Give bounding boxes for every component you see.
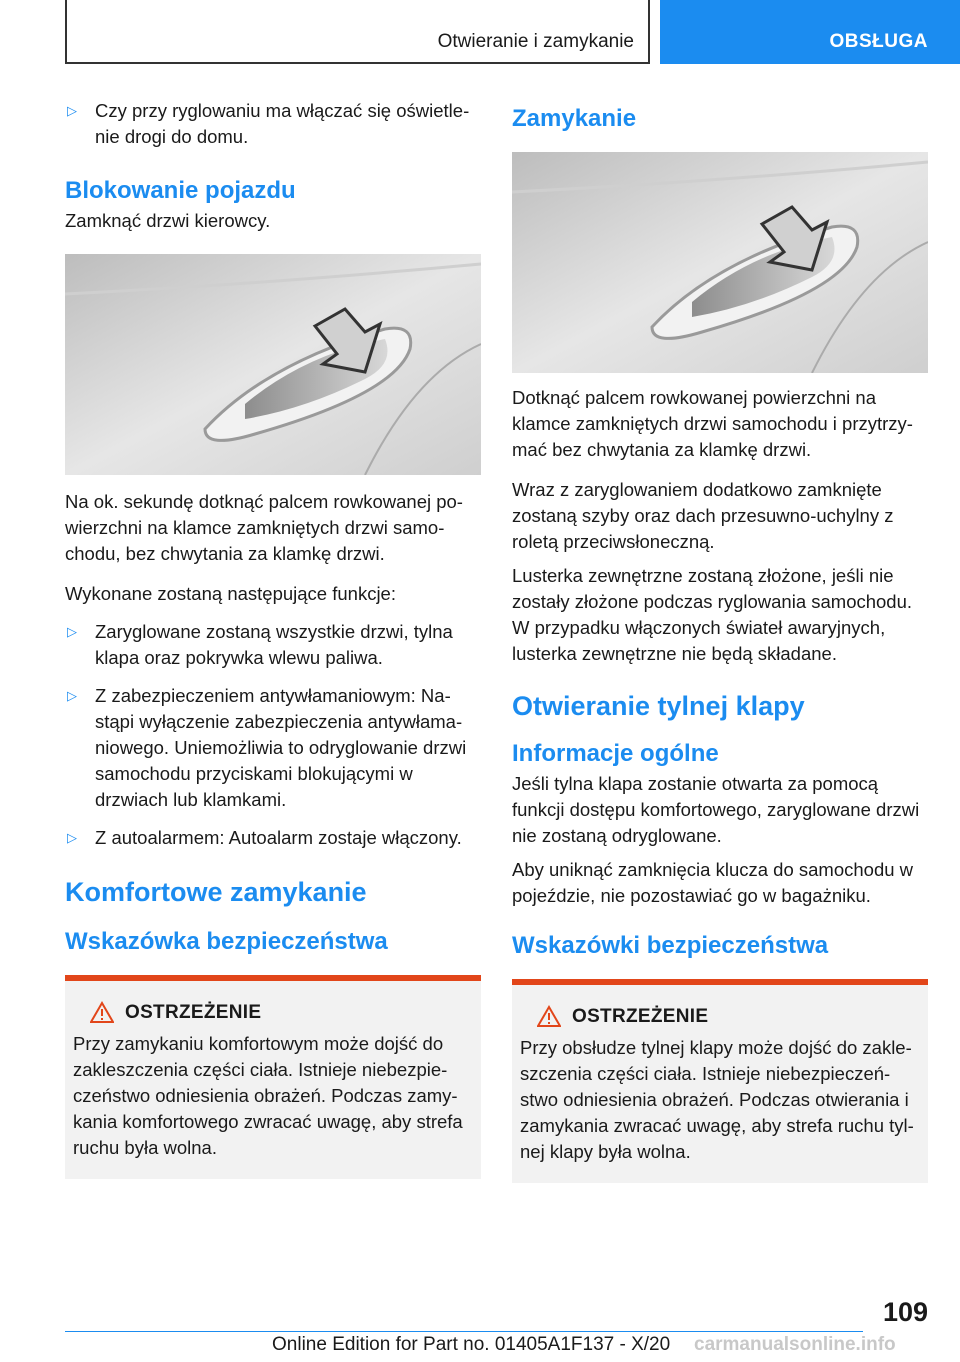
warning-triangle-icon [526,1005,572,1029]
bullet-text: Z autoalarmem: Autoalarm zostaje włączony. [95,827,462,848]
paragraph-mirrors: Lusterka zewnętrzne zostaną złożone, jeśli nie zostały złożone podczas ryglowania samochodu. W przypadku włączonych świateł awaryjnych, lusterka zewnętrzne nie będą składane. [512,565,913,664]
footer-edition: Online Edition for Part no. 01405A1F137 - X/20 [272,1334,671,1355]
left-column [65,98,481,1179]
heading-locking: Blokowanie pojazdu [65,177,296,204]
door-handle-photo [65,254,481,475]
warning-text: Przy zamykaniu komfortowym może dojść do zakleszczenia części ciała. Istnieje niebezpie-czeństwo odniesienia obrażeń. Podczas zamy-kania komfortowego zwracać uwagę, aby strefa ruchu była wolna. [73,1033,463,1158]
door-handle-photo [512,152,928,373]
list-item [65,619,481,671]
chapter-title-box [65,0,650,64]
footer-watermark: carmanualsonline.info [694,1334,896,1355]
bullet-text: Czy przy ryglowaniu ma włączać się oświetle-nie drogi do domu. [95,100,470,147]
warning-text: Przy obsłudze tylnej klapy może dojść do zakle-szczenia części ciała. Istnieje niebezpieczeń-stwo odniesienia obrażeń. Podczas otwierania i zamykania zwracać uwagę, aby strefa ruchu tyl-nej klapy była wolna. [520,1037,914,1162]
triangle-bullet-icon: ▷ [67,624,77,639]
paragraph-key: Aby uniknąć zamknięcia klucza do samochodu w pojeździe, nie pozostawiać go w bagażniku. [512,859,914,906]
warning-header [73,1001,473,1025]
paragraph-touch: Dotknąć palcem rowkowanej powierzchni na klamce zamkniętych drzwi samochodu i przytrzy-mać bez chwytania za klamkę drzwi. [512,387,913,460]
page-header [0,0,960,66]
warning-title: OSTRZEŻENIE [572,1006,709,1027]
list-item [65,825,481,851]
triangle-bullet-icon: ▷ [67,830,77,845]
heading-comfort-closing: Komfortowe zamykanie [65,877,367,907]
section-tab-label: OBSŁUGA [829,31,928,52]
paragraph-general: Jeśli tylna klapa zostanie otwarta za pomocą funkcji dostępu komfortowego, zaryglowane drzwi nie zostaną odryglowane. [512,773,920,846]
right-column [512,98,928,1183]
list-item [65,98,481,150]
warning-triangle-icon [79,1001,125,1025]
section-tab[interactable] [660,0,960,64]
heading-tailgate: Otwieranie tylnej klapy [512,691,805,721]
page-number: 109 [882,1297,928,1327]
door-handle-illustration [512,152,928,373]
list-item [65,683,481,813]
warning-box [65,975,481,1179]
warning-header [520,1005,920,1029]
warning-box [512,979,928,1183]
heading-safety-note: Wskazówka bezpieczeństwa [65,928,388,955]
door-handle-illustration [65,254,481,475]
heading-general: Informacje ogólne [512,740,719,767]
paragraph-locking: Wraz z zaryglowaniem dodatkowo zamknięte zostaną szyby oraz dach przesuwno-uchylny z roletą przeciwsłoneczną. [512,479,894,552]
paragraph-touch: Na ok. sekundę dotknąć palcem rowkowanej po-wierzchni na klamce zamkniętych drzwi samo-chodu, bez chwytania za klamkę drzwi. [65,491,463,564]
footer-divider [65,1331,863,1332]
chapter-title: Otwieranie i zamykanie [437,31,634,52]
heading-closing: Zamykanie [512,105,637,132]
triangle-bullet-icon: ▷ [67,103,77,118]
warning-title: OSTRZEŻENIE [125,1002,262,1023]
bullet-text: Z zabezpieczeniem antywłamaniowym: Na-stąpi wyłączenie zabezpieczenia antywłama-niowego. Uniemożliwia to odryglowanie drzwi samochodu przyciskami blokującymi w drzwiach lub klamkami. [95,685,467,810]
bullet-text: Zaryglowane zostaną wszystkie drzwi, tylna klapa oraz pokrywka wlewu paliwa. [95,621,453,668]
paragraph-functions: Wykonane zostaną następujące funkcje: [65,583,396,604]
paragraph-close-driver: Zamknąć drzwi kierowcy. [65,210,271,231]
triangle-bullet-icon: ▷ [67,688,77,703]
heading-safety-notes: Wskazówki bezpieczeństwa [512,932,829,959]
